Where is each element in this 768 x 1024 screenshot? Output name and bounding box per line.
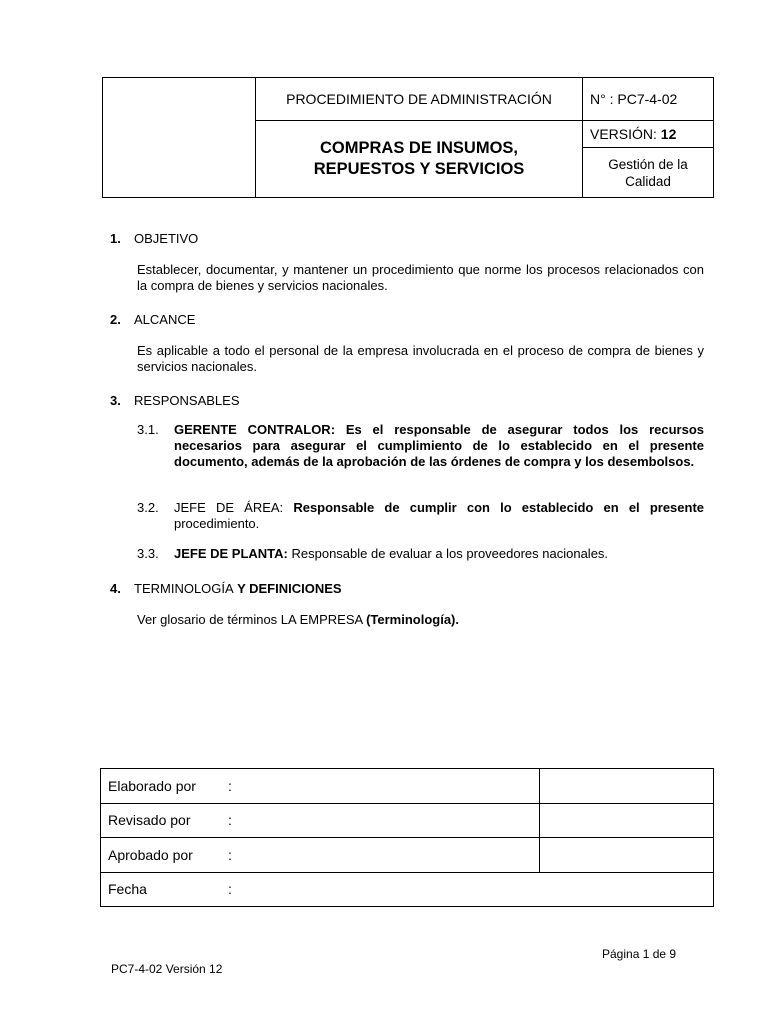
gestion-line-1: Gestión de la — [608, 156, 688, 172]
approval-colon: : — [228, 777, 232, 794]
section-1-text: Establecer, documentar, y mantener un procedimiento que norme los procesos relacionados con la compra de bienes y servicios nacionales. — [137, 262, 704, 293]
title-line-1: COMPRAS DE INSUMOS, — [319, 139, 519, 157]
approval-row — [101, 769, 714, 804]
item-text — [174, 500, 704, 532]
item-number: 3.1. — [137, 422, 159, 437]
item-text — [174, 422, 704, 470]
approval-colon: : — [228, 881, 232, 898]
version-label: VERSIÓN: — [590, 126, 657, 142]
section-2-heading — [110, 312, 195, 327]
item-label: JEFE DE ÁREA: — [174, 500, 284, 515]
signature-box — [540, 803, 714, 838]
section-title: TERMINOLOGÍA — [134, 581, 234, 596]
section-number: 2. — [110, 312, 121, 327]
item-label: GERENTE CONTRALOR: — [174, 422, 336, 437]
approval-field — [101, 769, 540, 804]
approval-label: Elaborado por — [108, 777, 196, 794]
section-3-heading — [110, 393, 240, 408]
section-2-text: Es aplicable a todo el personal de la empresa involucrada en el proceso de compra de bienes y servicios nacionales. — [137, 343, 704, 374]
version — [583, 121, 714, 148]
item-text — [174, 546, 704, 562]
section-4-text-bold: (Terminología). — [366, 612, 459, 627]
item-description: Responsable de evaluar a los proveedores nacionales. — [287, 546, 609, 561]
responsable-item — [137, 546, 704, 562]
section-title: RESPONSABLES — [134, 393, 240, 408]
section-4-heading — [110, 581, 342, 596]
document-number: N° : PC7-4-02 — [583, 78, 714, 121]
procedure-type: PROCEDIMIENTO DE ADMINISTRACIÓN — [256, 78, 583, 121]
section-number: 3. — [110, 393, 121, 408]
approval-table — [100, 768, 714, 907]
item-description: Es el responsable de asegurar todos los recursos necesarios para asegurar el cumplimiento de lo establecido en el presente documento, además de la aprobación de las órdenes de compra y los desembolsos. — [174, 422, 704, 469]
version-value: 12 — [660, 126, 677, 142]
section-4-text — [137, 612, 704, 628]
logo-placeholder — [103, 78, 256, 198]
signature-box — [540, 769, 714, 804]
item-label: JEFE DE PLANTA: — [174, 546, 288, 561]
responsable-item — [137, 422, 704, 470]
approval-colon: : — [228, 846, 232, 863]
approval-label: Aprobado por — [108, 846, 193, 863]
header-table — [102, 77, 714, 198]
approval-label: Revisado por — [108, 812, 191, 829]
section-4-text-plain: Ver glosario de términos LA EMPRESA — [137, 612, 367, 627]
approval-field — [101, 838, 540, 873]
item-description-bold: Responsable de cumplir con lo establecido en el presente — [283, 500, 705, 515]
document-title — [256, 121, 583, 198]
section-1-heading — [110, 231, 198, 246]
section-title: OBJETIVO — [134, 231, 199, 246]
approval-colon: : — [228, 812, 232, 829]
item-description: procedimiento. — [174, 516, 260, 531]
signature-box — [540, 838, 714, 873]
page-number: Página 1 de 9 — [602, 947, 677, 961]
approval-field — [101, 803, 540, 838]
section-title-bold: Y DEFINICIONES — [233, 581, 342, 596]
footer-code: PC7-4-02 Versión 12 — [111, 962, 223, 976]
item-number: 3.3. — [137, 546, 159, 561]
section-title: ALCANCE — [134, 312, 196, 327]
gestion-area — [583, 148, 714, 198]
section-number: 1. — [110, 231, 121, 246]
title-line-2: REPUESTOS Y SERVICIOS — [313, 160, 525, 178]
approval-label: Fecha — [108, 881, 147, 898]
approval-field — [101, 872, 714, 907]
responsable-item — [137, 500, 704, 532]
approval-row — [101, 803, 714, 838]
gestion-line-2: Calidad — [625, 173, 671, 189]
approval-row — [101, 872, 714, 907]
approval-row — [101, 838, 714, 873]
section-number: 4. — [110, 581, 121, 596]
item-number: 3.2. — [137, 500, 159, 515]
